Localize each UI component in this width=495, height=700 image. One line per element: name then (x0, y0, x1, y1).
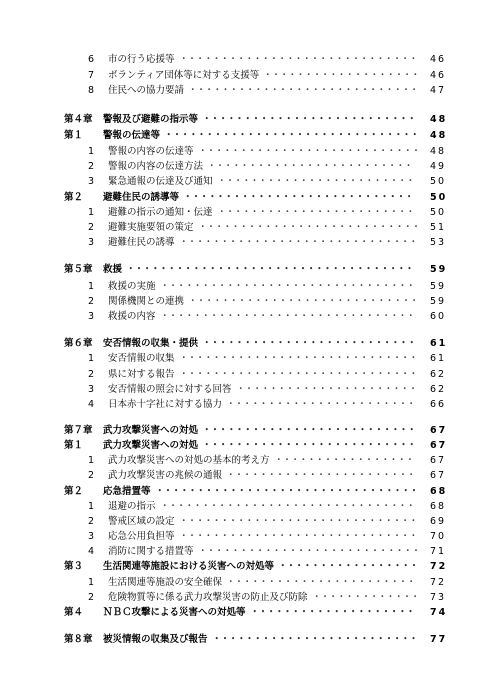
toc-title: 警報の内容の伝達等 (108, 146, 194, 157)
toc-section (0, 128, 495, 144)
toc-page-number: 62 (430, 384, 447, 395)
toc-page-number: 53 (430, 237, 447, 248)
toc-item (0, 235, 495, 251)
toc-page-number: 68 (430, 501, 447, 512)
toc-number: 3 (88, 311, 95, 322)
leader-dots: ・・・・・・・・・・・・・・・・・・・・・・・ (226, 577, 415, 588)
toc-number: 第７章 (64, 425, 93, 436)
toc-item (0, 514, 495, 530)
toc-number: 第８章 (64, 634, 93, 645)
toc-title: ボランティア団体等に対する支援等 (108, 70, 260, 81)
toc-title: 避難の指示の通知・伝達 (108, 207, 213, 218)
toc-chapter (0, 262, 495, 278)
toc-page-number: 50 (430, 207, 447, 218)
toc-number: 1 (88, 353, 95, 364)
toc-title: 住民への協力要請 (108, 85, 185, 96)
toc-page-number: 59 (430, 296, 447, 307)
toc-title: 生活関連等施設の安全確保 (108, 577, 223, 588)
toc-item (0, 279, 495, 295)
toc-title: 救援 (103, 264, 123, 275)
toc-title: 救援の内容 (108, 311, 156, 322)
toc-chapter (0, 336, 495, 352)
toc-item (0, 220, 495, 236)
toc-number: 第３ (64, 561, 84, 572)
leader-dots: ・・・・・・・・・・・・・・・・・・・・・・・・・・・・・・・ (160, 501, 415, 512)
toc-page-number: 67 (430, 425, 448, 436)
leader-dots: ・・・・・・・・・・・・・・・・・・・・・・・・・・・・・ (179, 237, 417, 248)
toc-title: 警戒区域の設定 (108, 516, 175, 527)
leader-dots: ・・・・・・・・・・・・・・・・・・・・・・・・・・・・・・・ (164, 130, 419, 141)
leader-dots: ・・・・・・・・・・・・・・・・・・・ (263, 70, 419, 81)
toc-page-number: 46 (430, 70, 447, 81)
toc-section (0, 438, 495, 454)
leader-dots: ・・・・・・・・・・・・・・・・・・・・・・・・・ (207, 161, 413, 172)
leader-dots: ・・・・・・・・・・・・・・・・・・・・・・・・・・・・ (188, 85, 418, 96)
toc-page-number: 48 (430, 114, 448, 125)
toc-title: 安否情報の収集 (108, 353, 175, 364)
toc-title: 警報の伝達等 (103, 130, 161, 141)
toc-page-number: 74 (430, 607, 448, 618)
toc-item (0, 453, 495, 469)
toc-item (0, 144, 495, 160)
leader-dots: ・・・・・・・・・・・・・・・・・・・・ (250, 607, 415, 618)
toc-page-number: 73 (430, 592, 447, 603)
leader-dots: ・・・・・・・・・・・・・ (312, 592, 419, 603)
leader-dots: ・・・・・・・・・・・・・・・・・・・・・・・・・・・・・ (179, 516, 417, 527)
toc-number: 2 (88, 296, 95, 307)
toc-title: 武力攻撃災害への対処 (103, 425, 199, 436)
toc-page-number: 59 (430, 281, 447, 292)
toc-page-number: 49 (430, 161, 447, 172)
toc-page-number: 66 (430, 399, 447, 410)
leader-dots: ・・・・・・・・・・・・・・・・・・・・・・・・ (217, 207, 414, 218)
toc-number: 3 (88, 384, 95, 395)
toc-number: 6 (88, 54, 95, 65)
toc-title: 救援の実施 (108, 281, 156, 292)
toc-page-number: 72 (430, 577, 447, 588)
leader-dots: ・・・・・・・・・・・・・・・・・・・・・・・ (226, 470, 415, 481)
toc-page-number: 67 (430, 470, 447, 481)
toc-title: 緊急通報の伝達及び通知 (108, 176, 213, 187)
toc-number: 2 (88, 222, 95, 233)
toc-page-number: 48 (430, 146, 447, 157)
leader-dots: ・・・・・・・・・・・・・・・・・・・・・・・ (226, 399, 415, 410)
leader-dots: ・・・・・・・・・・・・・・・・・・・・・・・・・ (212, 634, 418, 645)
toc-number: 1 (88, 281, 95, 292)
toc-number: 2 (88, 161, 95, 172)
toc-page-number: 67 (430, 440, 448, 451)
toc-title: 武力攻撃災害への対処 (103, 440, 199, 451)
toc-page-number: 69 (430, 516, 447, 527)
leader-dots: ・・・・・・・・・・・・・・・・・・・・・・・・・・ (202, 338, 416, 349)
toc-page-number: 46 (430, 54, 447, 65)
toc-chapter (0, 423, 495, 439)
toc-item (0, 205, 495, 221)
toc-number: 2 (88, 516, 95, 527)
leader-dots: ・・・・・・・・・・・・・・・・・・・・・・・・・・ (202, 114, 416, 125)
toc-title: 避難住民の誘導 (108, 237, 175, 248)
toc-title: 警報の内容の伝達方法 (108, 161, 204, 172)
toc-page-number: 50 (430, 176, 447, 187)
leader-dots: ・・・・・・・・・・・・・・・・・・・・・・・・・・・ (198, 546, 420, 557)
leader-dots: ・・・・・・・・・・・・・・・・・・・・・・・・・・・・・ (179, 531, 417, 542)
leader-dots: ・・・・・・・・・・・・・・・・・・・・・・・・・・・・ (188, 296, 418, 307)
toc-title: 生活関連等施設における災害への対処等 (103, 561, 275, 572)
toc-title: 日本赤十字社に対する協力 (108, 399, 223, 410)
toc-item (0, 159, 495, 175)
toc-number: 7 (88, 70, 95, 81)
leader-dots: ・・・・・・・・・・・・・・・・・・・・・・ (236, 384, 417, 395)
toc-title: 県に対する報告 (108, 369, 175, 380)
toc-item (0, 590, 495, 606)
toc-number: 4 (88, 546, 95, 557)
toc-number: 第１ (64, 440, 84, 451)
toc-chapter (0, 632, 495, 648)
toc-number: 3 (88, 531, 95, 542)
leader-dots: ・・・・・・・・・・・・・・・・・・・・・・・・・・・・・・・・ (155, 486, 418, 497)
toc-title: 警報及び避難の指示等 (103, 114, 199, 125)
toc-item (0, 529, 495, 545)
toc-item (0, 174, 495, 190)
leader-dots: ・・・・・・・・・・・・・・・・・・・・・・・・ (217, 176, 414, 187)
toc-item (0, 499, 495, 515)
toc-page-number: 77 (430, 634, 448, 645)
toc-item (0, 575, 495, 591)
toc-number: 第４ (64, 607, 84, 618)
toc-title: 避難住民の誘導等 (103, 192, 180, 203)
toc-item (0, 52, 495, 68)
leader-dots: ・・・・・・・・・・・・・・・・・・・・・・・・・・・・・ (179, 353, 417, 364)
toc-title: 安否情報の照会に対する回答 (108, 384, 232, 395)
toc-title: 市の行う応援等 (108, 54, 175, 65)
toc-number: 2 (88, 592, 95, 603)
toc-page-number: 72 (430, 561, 448, 572)
toc-title: 武力攻撃災害の兆候の通報 (108, 470, 223, 481)
toc-title: 危険物質等に係る武力攻撃災害の防止及び防除 (108, 592, 308, 603)
toc-number: 4 (88, 399, 95, 410)
toc-page-number: 68 (430, 486, 448, 497)
toc-item (0, 382, 495, 398)
toc-number: 第６章 (64, 338, 93, 349)
toc-number: 2 (88, 369, 95, 380)
toc-item (0, 294, 495, 310)
toc-number: 1 (88, 455, 95, 466)
toc-title: 消防に関する措置等 (108, 546, 194, 557)
toc-page-number: 62 (430, 369, 447, 380)
toc-number: 第５章 (64, 264, 93, 275)
toc-item (0, 309, 495, 325)
toc-page-number: 60 (430, 311, 447, 322)
toc-number: 1 (88, 501, 95, 512)
toc-section (0, 190, 495, 206)
toc-title: 応急公用負担等 (108, 531, 175, 542)
toc-number: 第２ (64, 486, 84, 497)
toc-page-number: 70 (430, 531, 447, 542)
toc-section (0, 559, 495, 575)
toc-number: 2 (88, 470, 95, 481)
toc-title: 応急措置等 (103, 486, 151, 497)
toc-item (0, 68, 495, 84)
toc-title: 被災情報の収集及び報告 (103, 634, 208, 645)
leader-dots: ・・・・・・・・・・・・・・・・・ (278, 561, 418, 572)
leader-dots: ・・・・・・・・・・・・・・・・・・・・・・・・・・・ (198, 146, 420, 157)
leader-dots: ・・・・・・・・・・・・・・・・・・・・・・・・・・・・・ (179, 369, 417, 380)
toc-item (0, 351, 495, 367)
toc-title: 安否情報の収集・提供 (103, 338, 199, 349)
toc-page-number: 47 (430, 85, 447, 96)
toc-page-number: 71 (430, 546, 447, 557)
toc-section (0, 605, 495, 621)
toc-page-number: 48 (430, 130, 448, 141)
toc-number: 3 (88, 237, 95, 248)
toc-page-number: 61 (430, 353, 447, 364)
toc-number: 8 (88, 85, 95, 96)
toc-number: 1 (88, 207, 95, 218)
toc-page-number: 50 (430, 192, 448, 203)
toc-item (0, 83, 495, 99)
toc-number: 3 (88, 176, 95, 187)
toc-page-number: 59 (430, 264, 448, 275)
toc-title: 関係機関との連携 (108, 296, 185, 307)
toc-title: ＮＢＣ攻撃による災害への対処等 (103, 607, 246, 618)
toc-page-number: 67 (430, 455, 447, 466)
leader-dots: ・・・・・・・・・・・・・・・・・・・・・・・・・・・・・・・ (160, 281, 415, 292)
toc-page-number: 61 (430, 338, 448, 349)
toc-title: 避難実施要領の策定 (108, 222, 194, 233)
toc-item (0, 468, 495, 484)
toc-number: 第１ (64, 130, 84, 141)
toc-item (0, 397, 495, 413)
leader-dots: ・・・・・・・・・・・・・・・・・・・・・・・・・・・ (198, 222, 420, 233)
leader-dots: ・・・・・・・・・・・・・・・・・・・・・・・・・・・・・・・・・・・ (126, 264, 414, 275)
leader-dots: ・・・・・・・・・・・・・・・・・・・・・・・・・・・・・ (179, 54, 417, 65)
leader-dots: ・・・・・・・・・・・・・・・・・・・・・・・・・・・・ (183, 192, 413, 203)
toc-title: 退避の指示 (108, 501, 156, 512)
toc-item (0, 367, 495, 383)
leader-dots: ・・・・・・・・・・・・・・・・・・・・・・・・・・・・・・・ (160, 311, 415, 322)
toc-title: 武力攻撃災害への対処の基本的考え方 (108, 455, 270, 466)
leader-dots: ・・・・・・・・・・・・・・・・・ (274, 455, 414, 466)
toc-chapter (0, 112, 495, 128)
toc-section (0, 484, 495, 500)
toc-page-number: 51 (430, 222, 447, 233)
toc-item (0, 544, 495, 560)
toc-number: 第４章 (64, 114, 93, 125)
leader-dots: ・・・・・・・・・・・・・・・・・・・・・・・・・・ (202, 425, 416, 436)
leader-dots: ・・・・・・・・・・・・・・・・・・・・・・・・・・ (202, 440, 416, 451)
toc-number: 第２ (64, 192, 84, 203)
toc-number: 1 (88, 577, 95, 588)
toc-number: 1 (88, 146, 95, 157)
